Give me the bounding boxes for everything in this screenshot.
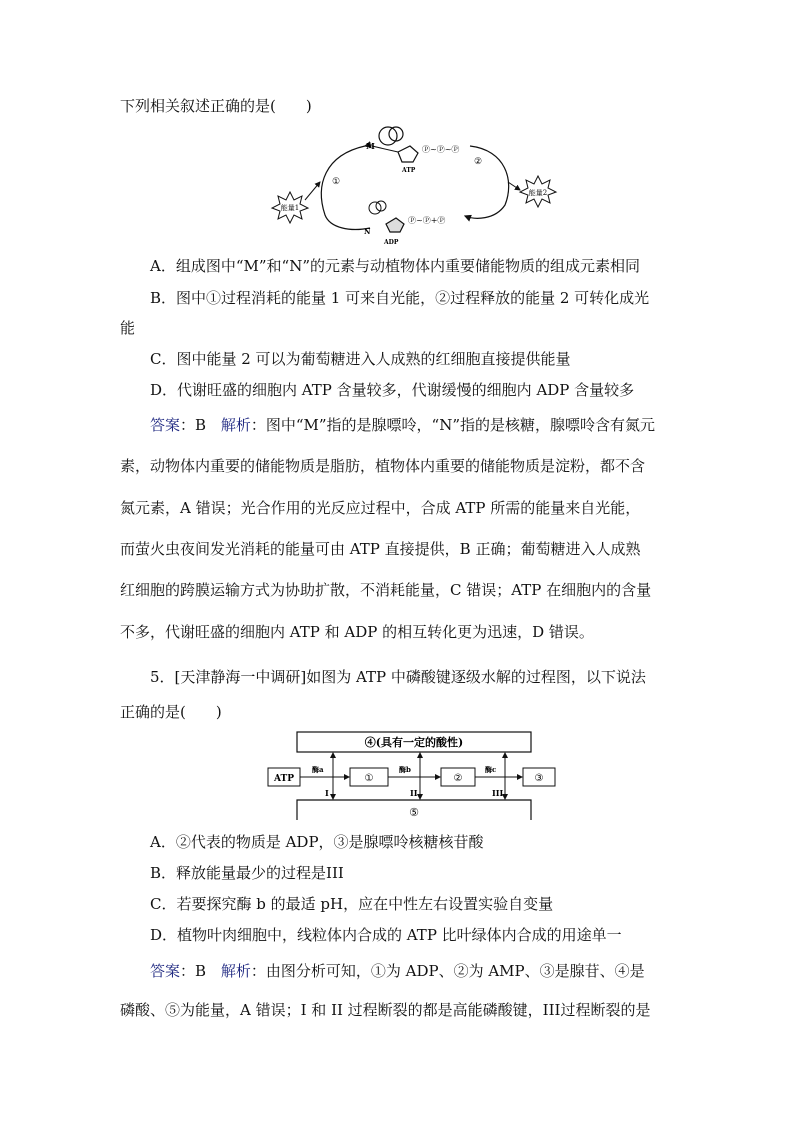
q5-option-b: B．释放能量最少的过程是III	[150, 864, 344, 882]
process-1-label: I	[325, 788, 329, 798]
q5-analysis-label: 解析	[220, 962, 251, 980]
q4-option-a: A．组成图中“M”和“N”的元素与动植物体内重要储能物质的组成元素相同	[150, 257, 640, 275]
adp-chain: Ⓟ~Ⓟ+Ⓟ	[408, 216, 446, 225]
q4-analysis-line-5: 红细胞的跨膜运输方式为协助扩散，不消耗能量，C 错误；ATP 在细胞内的含量	[120, 581, 652, 599]
adp-label: ADP	[384, 239, 399, 246]
atp-box-label: ATP	[274, 774, 294, 784]
enzyme-a-label: 酶a	[312, 765, 324, 774]
q5-analysis-line-2: 磷酸、⑤为能量，A 错误；I 和 II 过程断裂的都是高能磷酸键，III过程断裂的是	[120, 1001, 651, 1019]
q5-answer-value: ：B	[180, 962, 207, 980]
adp-molecule	[364, 201, 445, 246]
atp-label: ATP	[402, 167, 416, 174]
q5-stem-line-2: 正确的是( )	[120, 703, 222, 721]
energy2-label: 能量2	[528, 189, 548, 197]
q4-analysis-line-4: 而萤火虫夜间发光消耗的能量可由 ATP 直接提供，B 正确；葡萄糖进入人成熟	[120, 540, 641, 558]
enzyme-c-label: 酶c	[485, 765, 497, 774]
top-box-label: ④(具有一定的酸性)	[364, 736, 464, 749]
q5-answer-label: 答案	[150, 962, 181, 980]
box1-label: ①	[364, 773, 374, 784]
q5-option-c: C．若要探究酶 b 的最适 pH，应在中性左右设置实验自变量	[150, 895, 554, 913]
atp-hydrolysis-diagram	[265, 730, 565, 822]
n-label: N	[364, 227, 371, 236]
q4-analysis-line-6: 不多，代谢旺盛的细胞内 ATP 和 ADP 的相互转化更为迅速，D 错误。	[120, 623, 594, 641]
box2-label: ②	[453, 773, 463, 784]
energy2-burst	[520, 176, 556, 207]
q5-stem-line-1: 5．[天津静海一中调研]如图为 ATP 中磷酸键逐级水解的过程图，以下说法	[150, 668, 646, 686]
q4-option-c: C．图中能量 2 可以为葡萄糖进入人成熟的红细胞直接提供能量	[150, 350, 571, 368]
atp-chain: Ⓟ~Ⓟ~Ⓟ	[422, 145, 460, 154]
q4-option-b-cont: 能	[120, 319, 136, 337]
process-2-label: II	[410, 788, 418, 798]
q4-stem: 下列相关叙述正确的是( )	[120, 97, 312, 115]
q4-analysis-line-1	[150, 415, 655, 435]
box3-label: ③	[534, 773, 544, 784]
q5-option-d: D．植物叶肉细胞中，线粒体内合成的 ATP 比叶绿体内合成的用途单一	[150, 926, 622, 944]
q4-answer-value: ：B	[180, 416, 207, 434]
energy1-burst	[272, 192, 308, 223]
atp-molecule	[366, 127, 459, 174]
energy1-label: 能量1	[280, 204, 300, 212]
q5-analysis-line-1	[150, 961, 645, 981]
q4-analysis-line-3: 氮元素，A 错误；光合作用的光反应过程中，合成 ATP 所需的能量来自光能，	[120, 499, 641, 517]
q4-analysis-label: 解析	[220, 416, 251, 434]
atp-adp-cycle-diagram	[270, 120, 560, 250]
q4-option-b: B．图中①过程消耗的能量 1 可来自光能，②过程释放的能量 2 可转化成光	[150, 289, 650, 307]
step1-label: ①	[332, 177, 341, 187]
m-label: M	[366, 141, 375, 151]
q4-answer-label: 答案	[150, 416, 181, 434]
process-3-label: III	[492, 788, 504, 798]
bottom-box-label: ⑤	[409, 806, 419, 819]
q4-analysis-text: ：图中“M”指的是腺嘌呤，“N”指的是核糖，腺嘌呤含有氮元	[250, 416, 656, 434]
step2-label: ②	[474, 157, 483, 167]
enzyme-b-label: 酶b	[399, 765, 411, 774]
q4-option-d: D．代谢旺盛的细胞内 ATP 含量较多，代谢缓慢的细胞内 ADP 含量较多	[150, 381, 635, 399]
q5-analysis-text: ：由图分析可知，①为 ADP、②为 AMP、③是腺苷、④是	[250, 962, 645, 980]
q5-option-a: A．②代表的物质是 ADP，③是腺嘌呤核糖核苷酸	[150, 833, 484, 851]
q4-analysis-line-2: 素，动物体内重要的储能物质是脂肪，植物体内重要的储能物质是淀粉，都不含	[120, 457, 646, 475]
